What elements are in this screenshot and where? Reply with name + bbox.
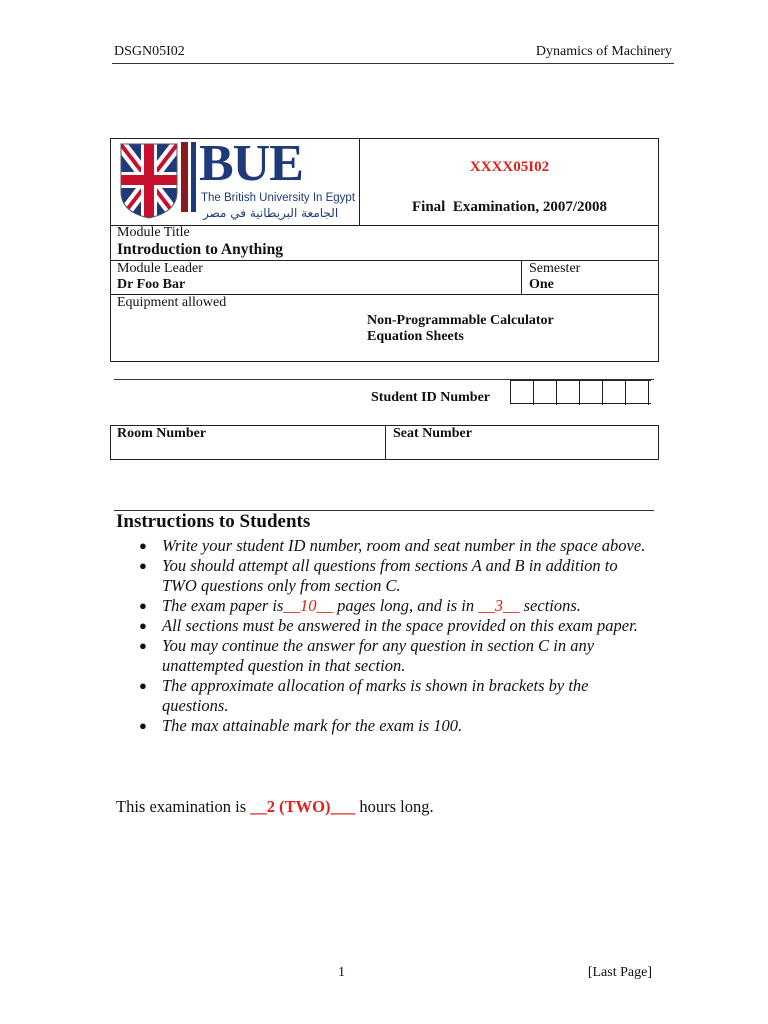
logo-wordmark: BUE — [199, 135, 303, 192]
semester-value: One — [529, 277, 554, 292]
instruction-item: ● The approximate allocation of marks is shown in brackets by the questions. — [139, 676, 589, 715]
exam-info-table — [110, 135, 659, 362]
page-number: 1 — [338, 965, 345, 980]
bullet-icon: ● — [139, 638, 147, 653]
student-id-digit-box[interactable] — [534, 381, 557, 405]
student-id-boxes — [510, 380, 651, 404]
exam-duration-value: __2 (TWO)___ — [250, 797, 356, 816]
exam-pages-count: __10__ — [283, 596, 333, 615]
exam-sections-count: __3__ — [478, 596, 520, 615]
bullet-icon: ● — [139, 538, 147, 553]
semester-label: Semester — [529, 261, 581, 276]
exam-code: XXXX05I02 — [469, 159, 550, 175]
student-id-digit-box[interactable] — [603, 381, 626, 405]
instruction-item: ● The max attainable mark for the exam is 100. — [139, 716, 463, 735]
instruction-item: ● You may continue the answer for any question in section C in any unattempted question in that section. — [139, 636, 595, 675]
course-name: Dynamics of Machinery — [535, 44, 672, 59]
exam-duration: This examination is __2 (TWO)___ hours long. — [116, 797, 434, 816]
bullet-icon: ● — [139, 618, 147, 633]
instructions-list — [116, 536, 646, 736]
bullet-icon: ● — [139, 598, 147, 613]
room-number-label: Room Number — [117, 426, 207, 441]
instruction-item: ● The exam paper is__10__ pages long, and is in __3__ sections. — [139, 596, 581, 615]
bue-logo — [119, 135, 356, 222]
logo-arabic-name: الجامعة البريطانية في مصر — [203, 206, 339, 220]
module-title-value: Introduction to Anything — [117, 241, 283, 258]
student-id-digit-box[interactable] — [511, 381, 534, 405]
module-leader-value: Dr Foo Bar — [117, 277, 186, 292]
equipment-label: Equipment allowed — [117, 295, 227, 310]
student-id-digit-box[interactable] — [626, 381, 649, 405]
student-id-digit-box[interactable] — [557, 381, 580, 405]
instruction-item: ● You should attempt all questions from sections A and B in addition to TWO questions only from section C. — [139, 556, 618, 595]
instruction-item: ● Write your student ID number, room and seat number in the space above. — [139, 536, 646, 555]
bullet-icon: ● — [139, 678, 147, 693]
course-code: DSGN05I02 — [114, 44, 185, 59]
equipment-item: Non-Programmable Calculator — [367, 313, 554, 328]
logo-bar-red — [181, 142, 188, 212]
module-title-label: Module Title — [117, 225, 190, 240]
seat-number-label: Seat Number — [393, 426, 472, 441]
student-id-label: Student ID Number — [371, 390, 491, 405]
instruction-item: ● All sections must be answered in the space provided on this exam paper. — [139, 616, 638, 635]
instructions-heading: Instructions to Students — [116, 511, 311, 532]
room-seat-table — [110, 425, 659, 460]
logo-bar-blue — [191, 142, 196, 212]
exam-title: Final Examination, 2007/2008 — [411, 199, 608, 215]
last-page-label: [Last Page] — [587, 965, 652, 980]
bullet-icon: ● — [139, 558, 147, 573]
equipment-item: Equation Sheets — [367, 329, 464, 344]
header-divider — [112, 63, 674, 64]
logo-english-name: The British University In Egypt — [201, 192, 356, 204]
module-leader-label: Module Leader — [117, 261, 203, 276]
student-id-digit-box[interactable] — [580, 381, 603, 405]
bullet-icon: ● — [139, 718, 147, 733]
union-jack-shield-icon — [119, 142, 179, 220]
